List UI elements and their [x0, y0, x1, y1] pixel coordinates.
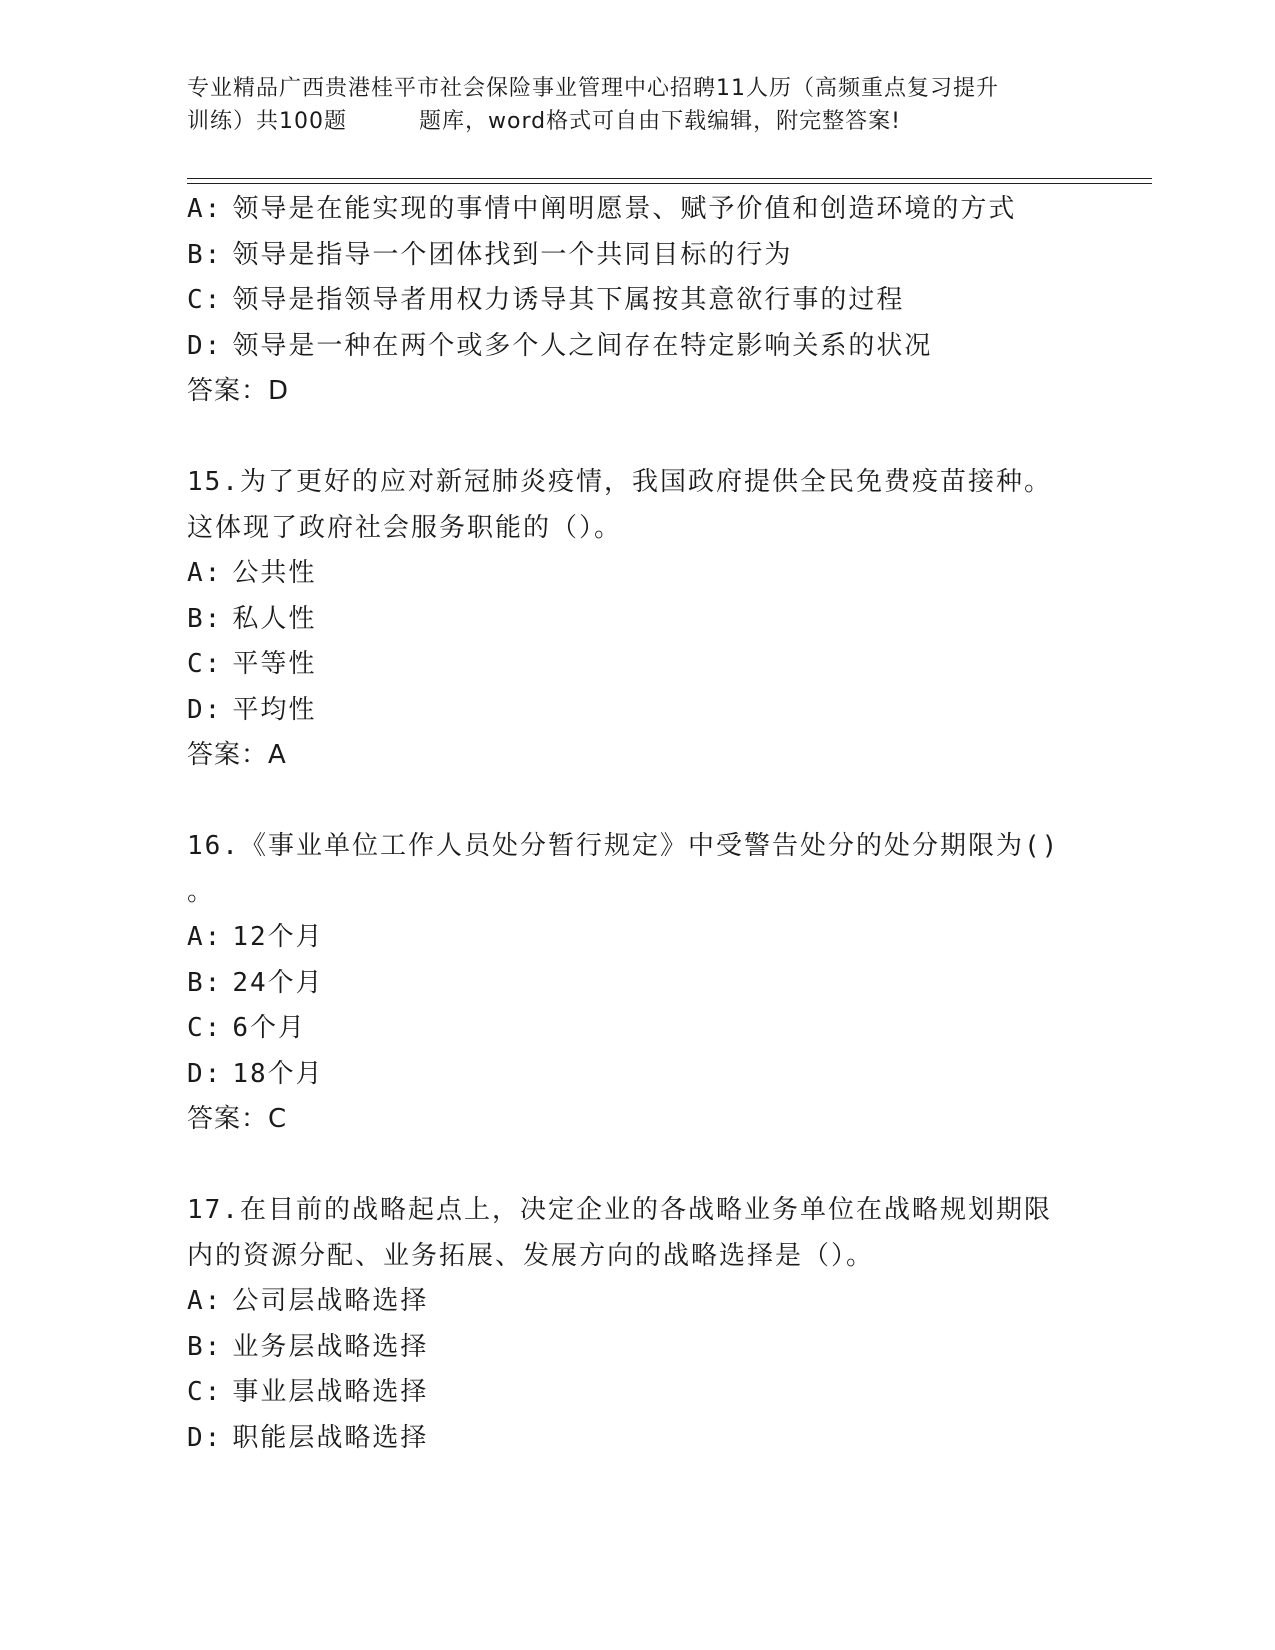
question-stem-line-2: 内的资源分配、业务拓展、发展方向的战略选择是（）。 [187, 1240, 875, 1271]
option-a: A: 公共性 [187, 558, 317, 588]
header-divider-top [187, 178, 1152, 179]
header-line-2-part-2: 题库，word格式可自由下载编辑，附完整答案! [419, 109, 901, 134]
option-d: D: 18个月 [187, 1058, 324, 1089]
answer: 答案：D [187, 376, 290, 406]
question-14 [187, 187, 1087, 415]
answer: 答案：C [187, 1104, 288, 1134]
header-line-2-part-1: 训练）共100题 [187, 109, 347, 134]
question-stem-line-1: 15.为了更好的应对新冠肺炎疫情，我国政府提供全民免费疫苗接种。 [187, 467, 1052, 497]
option-a: A: 12个月 [187, 922, 324, 952]
option-b: B: 24个月 [187, 967, 324, 998]
option-d: D: 领导是一种在两个或多个人之间存在特定影响关系的状况 [187, 330, 933, 361]
option-b: B: 业务层战略选择 [187, 1331, 429, 1362]
option-a: A: 领导是在能实现的事情中阐明愿景、赋予价值和创造环境的方式 [187, 194, 1017, 224]
option-c: C: 6个月 [187, 1013, 306, 1043]
option-d: D: 职能层战略选择 [187, 1422, 429, 1453]
header-divider-bottom [187, 183, 1152, 184]
question-17 [187, 1188, 1087, 1461]
option-c: C: 事业层战略选择 [187, 1377, 429, 1407]
question-stem-line-1: 16.《事业单位工作人员处分暂行规定》中受警告处分的处分期限为() [187, 831, 1060, 861]
question-15 [187, 460, 1087, 779]
option-c: C: 平等性 [187, 649, 317, 679]
header-line-2 [187, 105, 1067, 138]
document-header [187, 72, 1067, 138]
option-c: C: 领导是指领导者用权力诱导其下属按其意欲行事的过程 [187, 285, 905, 315]
option-b: B: 私人性 [187, 603, 317, 634]
question-stem-line-2: 这体现了政府社会服务职能的（）。 [187, 512, 623, 543]
question-list [187, 187, 1087, 1461]
option-b: B: 领导是指导一个团体找到一个共同目标的行为 [187, 239, 793, 270]
question-stem-line-1: 17.在目前的战略起点上，决定企业的各战略业务单位在战略规划期限 [187, 1195, 1052, 1225]
option-a: A: 公司层战略选择 [187, 1286, 429, 1316]
header-line-1: 专业精品广西贵港桂平市社会保险事业管理中心招聘11人历（高频重点复习提升 [187, 76, 999, 101]
question-stem-line-2: 。 [187, 876, 216, 907]
question-16 [187, 824, 1087, 1143]
option-d: D: 平均性 [187, 694, 317, 725]
answer: 答案：A [187, 740, 287, 770]
